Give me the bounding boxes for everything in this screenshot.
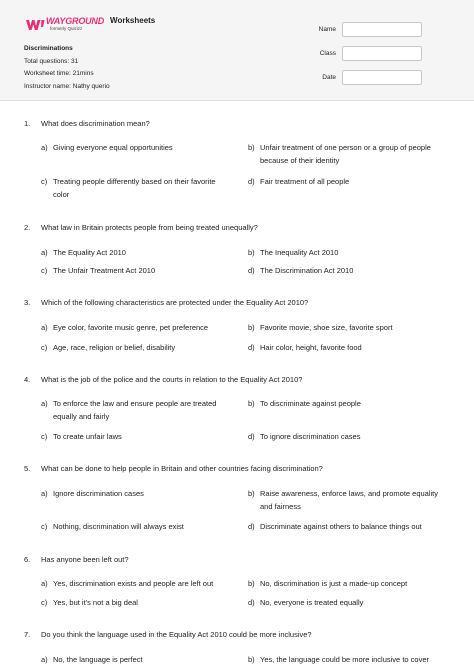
date-label: Date — [322, 74, 336, 81]
option-letter: a) — [41, 489, 48, 498]
option-a — [41, 577, 228, 590]
option-d — [248, 520, 450, 533]
option-letter: c) — [41, 177, 48, 186]
option-letter: b) — [248, 579, 255, 588]
class-input[interactable] — [342, 46, 422, 61]
option-letter: c) — [41, 522, 48, 531]
option-letter: d) — [248, 177, 255, 186]
option-letter: b) — [248, 399, 255, 408]
option-letter: b) — [248, 323, 255, 332]
option-letter: b) — [248, 489, 255, 498]
question-text: What law in Britain protects people from being treated unequally? — [41, 223, 258, 232]
option-text: To create unfair laws — [53, 432, 122, 441]
option-d — [248, 596, 450, 609]
option-c — [41, 596, 228, 609]
option-letter: a) — [41, 579, 48, 588]
option-c — [41, 341, 228, 354]
option-text: No, everyone is treated equally — [260, 598, 364, 607]
option-letter: a) — [41, 323, 48, 332]
brand-logo — [24, 16, 155, 36]
option-text: No, discrimination is just a made-up concept — [260, 579, 408, 588]
option-text: Nothing, discrimination will always exist — [53, 522, 184, 531]
option-text: Yes, the language could be more inclusive to cover — [260, 655, 429, 664]
option-c — [41, 264, 228, 277]
option-text: Discriminate against others to balance things out — [260, 522, 422, 531]
question-number: 5. — [24, 464, 31, 473]
question-text: What is the job of the police and the courts in relation to the Equality Act 2010? — [41, 375, 303, 384]
option-letter: d) — [248, 522, 255, 531]
name-input[interactable] — [342, 22, 422, 37]
option-b — [248, 577, 450, 590]
option-c — [41, 175, 228, 201]
option-text: Hair color, height, favorite food — [260, 343, 362, 352]
option-a — [41, 246, 228, 259]
option-a — [41, 141, 228, 154]
option-d — [248, 175, 450, 188]
question-number: 1. — [24, 119, 31, 128]
option-text: Age, race, religion or belief, disability — [53, 343, 176, 352]
total-questions: Total questions: 31 — [24, 57, 79, 65]
option-text: Giving everyone equal opportunities — [53, 143, 173, 152]
option-letter: a) — [41, 655, 48, 664]
option-letter: d) — [248, 266, 255, 275]
option-text: To ignore discrimination cases — [260, 432, 361, 441]
question-number: 7. — [24, 630, 31, 639]
worksheet-header — [0, 0, 474, 101]
option-a — [41, 321, 228, 334]
worksheet-meta — [24, 43, 110, 93]
option-letter: b) — [248, 248, 255, 257]
option-text: The Unfair Treatment Act 2010 — [53, 266, 156, 275]
option-d — [248, 264, 450, 277]
brand-name: WAYGROUND — [46, 16, 105, 26]
option-text: Treating people differently based on their favorite color — [53, 177, 216, 199]
instructor-name: Instructor name: Nathy querio — [24, 82, 110, 90]
question-text: Which of the following characteristics are protected under the Equality Act 2010? — [41, 298, 309, 307]
brand-subtitle: formerly Quizizz — [50, 26, 83, 31]
option-text: Fair treatment of all people — [260, 177, 350, 186]
option-text: The Inequality Act 2010 — [260, 248, 339, 257]
option-c — [41, 520, 228, 533]
option-text: To enforce the law and ensure people are treated equally and fairly — [53, 399, 217, 421]
option-text: Yes, but it's not a big deal — [53, 598, 138, 607]
wayground-logo-icon — [24, 16, 64, 36]
question-number: 4. — [24, 375, 31, 384]
option-b — [248, 246, 450, 259]
question-text: Do you think the language used in the Equality Act 2010 could be more inclusive? — [41, 630, 312, 639]
app-title: Worksheets — [110, 16, 156, 25]
date-input[interactable] — [342, 70, 422, 85]
option-text: Raise awareness, enforce laws, and promote equality and fairness — [260, 489, 439, 511]
name-label: Name — [318, 26, 336, 33]
option-text: No, the language is perfect — [53, 655, 143, 664]
option-text: Favorite movie, shoe size, favorite sport — [260, 323, 393, 332]
option-letter: c) — [41, 343, 48, 352]
option-b — [248, 487, 450, 513]
question-text: What can be done to help people in Britain and other countries facing discrimination? — [41, 464, 323, 473]
option-d — [248, 430, 450, 443]
option-a — [41, 397, 228, 423]
option-letter: c) — [41, 598, 48, 607]
option-letter: d) — [248, 343, 255, 352]
option-text: Yes, discrimination exists and people are left out — [53, 579, 214, 588]
option-letter: c) — [41, 266, 48, 275]
option-b — [248, 141, 450, 167]
option-letter: a) — [41, 248, 48, 257]
option-text: The Discrimination Act 2010 — [260, 266, 354, 275]
option-d — [248, 341, 450, 354]
option-letter: d) — [248, 432, 255, 441]
option-letter: c) — [41, 432, 48, 441]
question-number: 6. — [24, 555, 31, 564]
class-label: Class — [319, 50, 336, 57]
option-letter: b) — [248, 143, 255, 152]
question-number: 2. — [24, 223, 31, 232]
option-letter: a) — [41, 143, 48, 152]
question-text: What does discrimination mean? — [41, 119, 150, 128]
class-field — [296, 46, 422, 61]
worksheet-time: Worksheet time: 21mins — [24, 70, 94, 77]
option-text: The Equality Act 2010 — [53, 248, 126, 257]
option-letter: a) — [41, 399, 48, 408]
option-letter: b) — [248, 655, 255, 664]
worksheet-title: Discriminations — [24, 45, 73, 52]
option-b — [248, 321, 450, 334]
question-number: 3. — [24, 298, 31, 307]
option-a — [41, 487, 228, 500]
option-text: To discriminate against people — [260, 399, 361, 408]
option-b — [248, 653, 450, 666]
question-text: Has anyone been left out? — [41, 555, 129, 564]
date-field — [296, 70, 422, 85]
option-b — [248, 397, 450, 410]
option-text: Eye color, favorite music genre, pet preference — [53, 323, 209, 332]
option-c — [41, 430, 228, 443]
option-a — [41, 653, 228, 666]
option-text: Ignore discrimination cases — [53, 489, 144, 498]
option-letter: d) — [248, 598, 255, 607]
name-field — [296, 22, 422, 37]
option-text: Unfair treatment of one person or a group of people because of their identity — [260, 143, 431, 165]
